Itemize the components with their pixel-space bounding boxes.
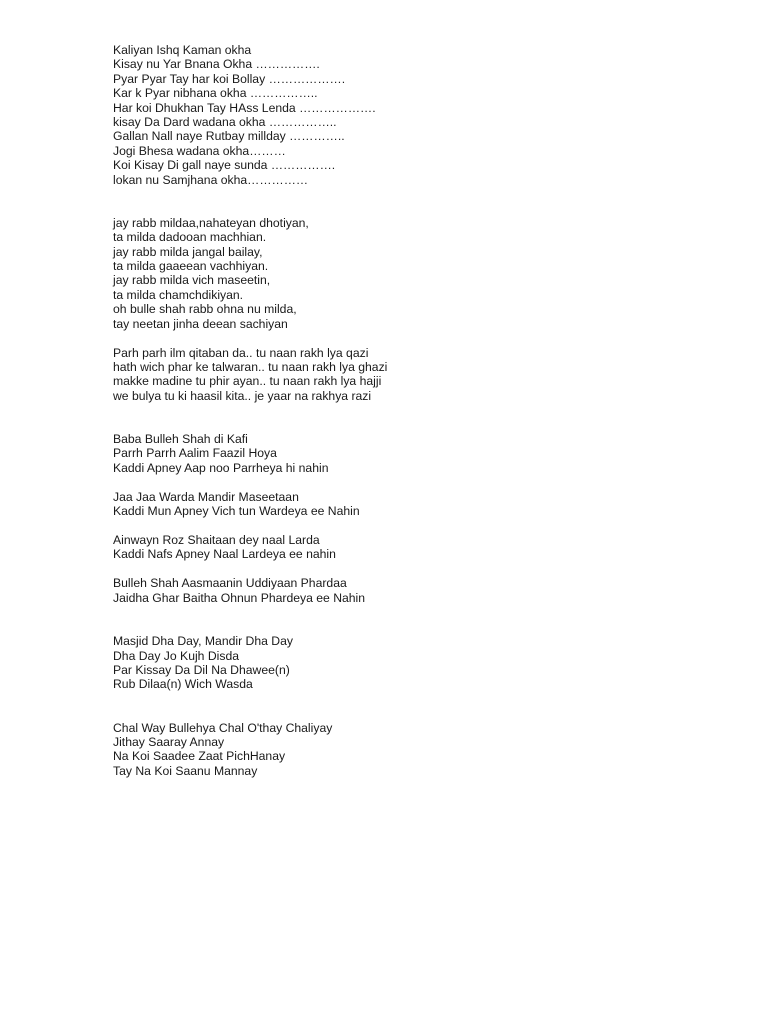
stanza-9 — [113, 721, 713, 779]
poem-line: tay neetan jinha deean sachiyan — [113, 316, 288, 331]
poem-line: Parrh Parrh Aalim Faazil Hoya — [113, 446, 277, 461]
poem-line: Par Kissay Da Dil Na Dhawee(n) — [113, 662, 290, 677]
stanza-1 — [113, 43, 713, 187]
poem-line: Chal Way Bullehya Chal O'thay Chaliyay — [113, 720, 333, 735]
poem-line: Pyar Pyar Tay har koi Bollay ………………. — [113, 71, 346, 86]
poem-text — [113, 43, 713, 778]
poem-line: Gallan Nall naye Rutbay millday ………….. — [113, 129, 345, 144]
poem-line: Jaidha Ghar Baitha Ohnun Phardeya ee Nahin — [113, 590, 366, 605]
stanza-5 — [113, 490, 713, 519]
poem-line: Rub Dilaa(n) Wich Wasda — [113, 677, 253, 692]
poem-line: Kisay nu Yar Bnana Okha ……………. — [113, 57, 320, 72]
poem-line: we bulya tu ki haasil kita.. je yaar na rakhya razi — [113, 388, 372, 403]
stanza-4 — [113, 432, 713, 475]
poem-line: makke madine tu phir ayan.. tu naan rakh lya hajji — [113, 374, 382, 389]
poem-line: Jogi Bhesa wadana okha……… — [113, 143, 286, 158]
poem-line: Kaddi Apney Aap noo Parrheya hi nahin — [113, 460, 329, 475]
stanza-7 — [113, 576, 713, 605]
poem-line: Na Koi Saadee Zaat PichHanay — [113, 749, 286, 764]
poem-line: Kar k Pyar nibhana okha …………….. — [113, 86, 318, 101]
poem-line: Dha Day Jo Kujh Disda — [113, 648, 239, 663]
poem-line: lokan nu Samjhana okha…………… — [113, 172, 309, 187]
poem-line: Kaliyan Ishq Kaman okha — [113, 43, 252, 57]
poem-line: Kaddi Nafs Apney Naal Lardeya ee nahin — [113, 547, 336, 562]
poem-line: jay rabb mildaa,nahateyan dhotiyan, — [113, 215, 309, 230]
poem-line: kisay Da Dard wadana okha …………….. — [113, 114, 337, 129]
poem-line: Bulleh Shah Aasmaanin Uddiyaan Phardaa — [113, 576, 347, 591]
poem-line: Parh parh ilm qitaban da.. tu naan rakh lya qazi — [113, 345, 369, 360]
poem-line: Jaa Jaa Warda Mandir Maseetaan — [113, 489, 299, 504]
poem-line: Koi Kisay Di gall naye sunda ……………. — [113, 158, 336, 173]
poem-line: ta milda gaaeean vachhiyan. — [113, 259, 269, 274]
poem-line: Har koi Dhukhan Tay HAss Lenda ………………. — [113, 100, 376, 115]
poem-line: ta milda chamchdikiyan. — [113, 287, 244, 302]
poem-line: Kaddi Mun Apney Vich tun Wardeya ee Nahin — [113, 504, 360, 519]
stanza-8 — [113, 634, 713, 692]
poem-line: ta milda dadooan machhian. — [113, 230, 267, 245]
stanza-2 — [113, 216, 713, 331]
poem-heading: Baba Bulleh Shah di Kafi — [113, 432, 248, 447]
poem-line: Ainwayn Roz Shaitaan dey naal Larda — [113, 533, 320, 548]
poem-line: jay rabb milda jangal bailay, — [113, 244, 263, 259]
poem-line: Tay Na Koi Saanu Mannay — [113, 763, 258, 778]
poem-line: Jithay Saaray Annay — [113, 735, 225, 750]
poem-line: jay rabb milda vich maseetin, — [113, 273, 271, 288]
poem-line: hath wich phar ke talwaran.. tu naan rakh lya ghazi — [113, 359, 388, 374]
stanza-3 — [113, 346, 713, 404]
stanza-6 — [113, 533, 713, 562]
poem-line: Masjid Dha Day, Mandir Dha Day — [113, 634, 293, 649]
poem-line: oh bulle shah rabb ohna nu milda, — [113, 302, 297, 317]
